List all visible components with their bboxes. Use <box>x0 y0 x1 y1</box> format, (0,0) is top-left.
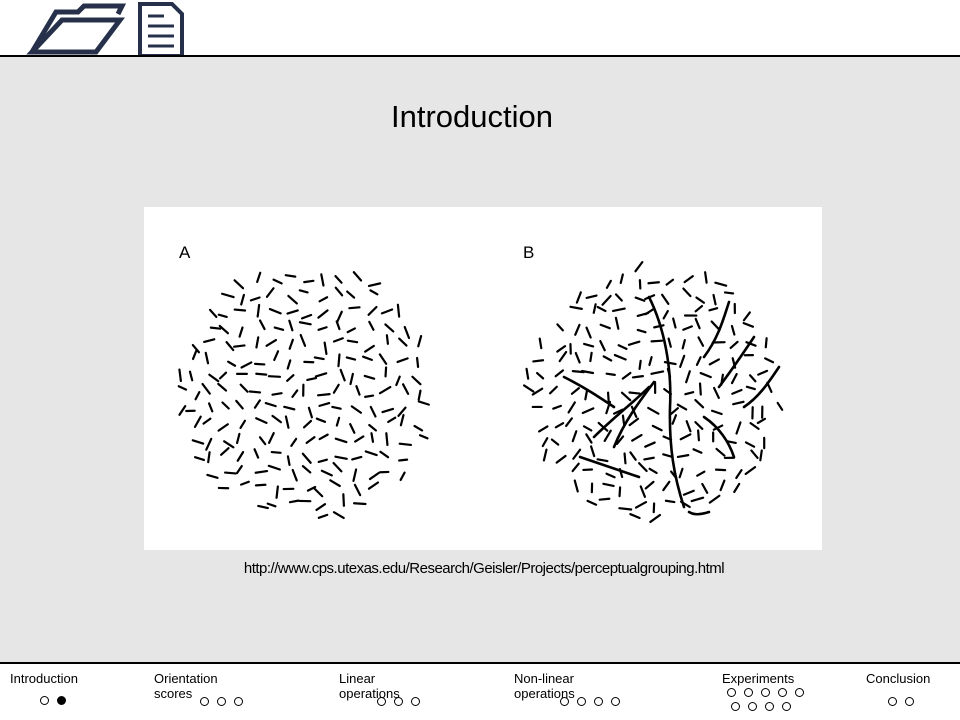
nav-dot[interactable] <box>727 688 736 697</box>
nav-dot[interactable] <box>57 696 66 705</box>
nav-dot[interactable] <box>594 697 603 706</box>
nav-dot[interactable] <box>744 688 753 697</box>
nav-dot[interactable] <box>217 697 226 706</box>
nav-dot[interactable] <box>560 697 569 706</box>
nav-dot[interactable] <box>761 688 770 697</box>
nav-orientation-scores[interactable]: Orientation scores <box>154 671 218 701</box>
nav-dot[interactable] <box>234 697 243 706</box>
folder-document-icon <box>26 0 186 60</box>
slide-title: Introduction <box>391 99 553 134</box>
nav-non-linear-operations[interactable]: Non-linear operations <box>514 671 575 701</box>
panel-a-label: A <box>179 243 191 262</box>
section-navigation <box>0 664 960 720</box>
nav-dot[interactable] <box>377 697 386 706</box>
header <box>0 0 960 56</box>
nav-dot[interactable] <box>731 702 740 711</box>
nav-linear-operations[interactable]: Linear operations <box>339 671 400 701</box>
nav-dot[interactable] <box>40 696 49 705</box>
panel-b-label: B <box>523 243 535 262</box>
nav-dot[interactable] <box>905 697 914 706</box>
nav-dot[interactable] <box>411 697 420 706</box>
nav-conclusion[interactable]: Conclusion <box>866 671 931 686</box>
nav-dot[interactable] <box>888 697 897 706</box>
nav-dot[interactable] <box>394 697 403 706</box>
nav-dot[interactable] <box>795 688 804 697</box>
nav-dot[interactable] <box>765 702 774 711</box>
figure-image <box>144 207 822 550</box>
source-url: http://www.cps.utexas.edu/Research/Geisler/Projects/perceptualgrouping.html <box>243 560 725 577</box>
nav-introduction[interactable]: Introduction <box>10 671 78 686</box>
contour-figure <box>144 207 822 550</box>
nav-dot[interactable] <box>748 702 757 711</box>
nav-dot[interactable] <box>782 702 791 711</box>
nav-dot[interactable] <box>778 688 787 697</box>
nav-dot[interactable] <box>577 697 586 706</box>
nav-experiments[interactable]: Experiments <box>722 671 795 686</box>
nav-dot[interactable] <box>200 697 209 706</box>
nav-dot[interactable] <box>611 697 620 706</box>
